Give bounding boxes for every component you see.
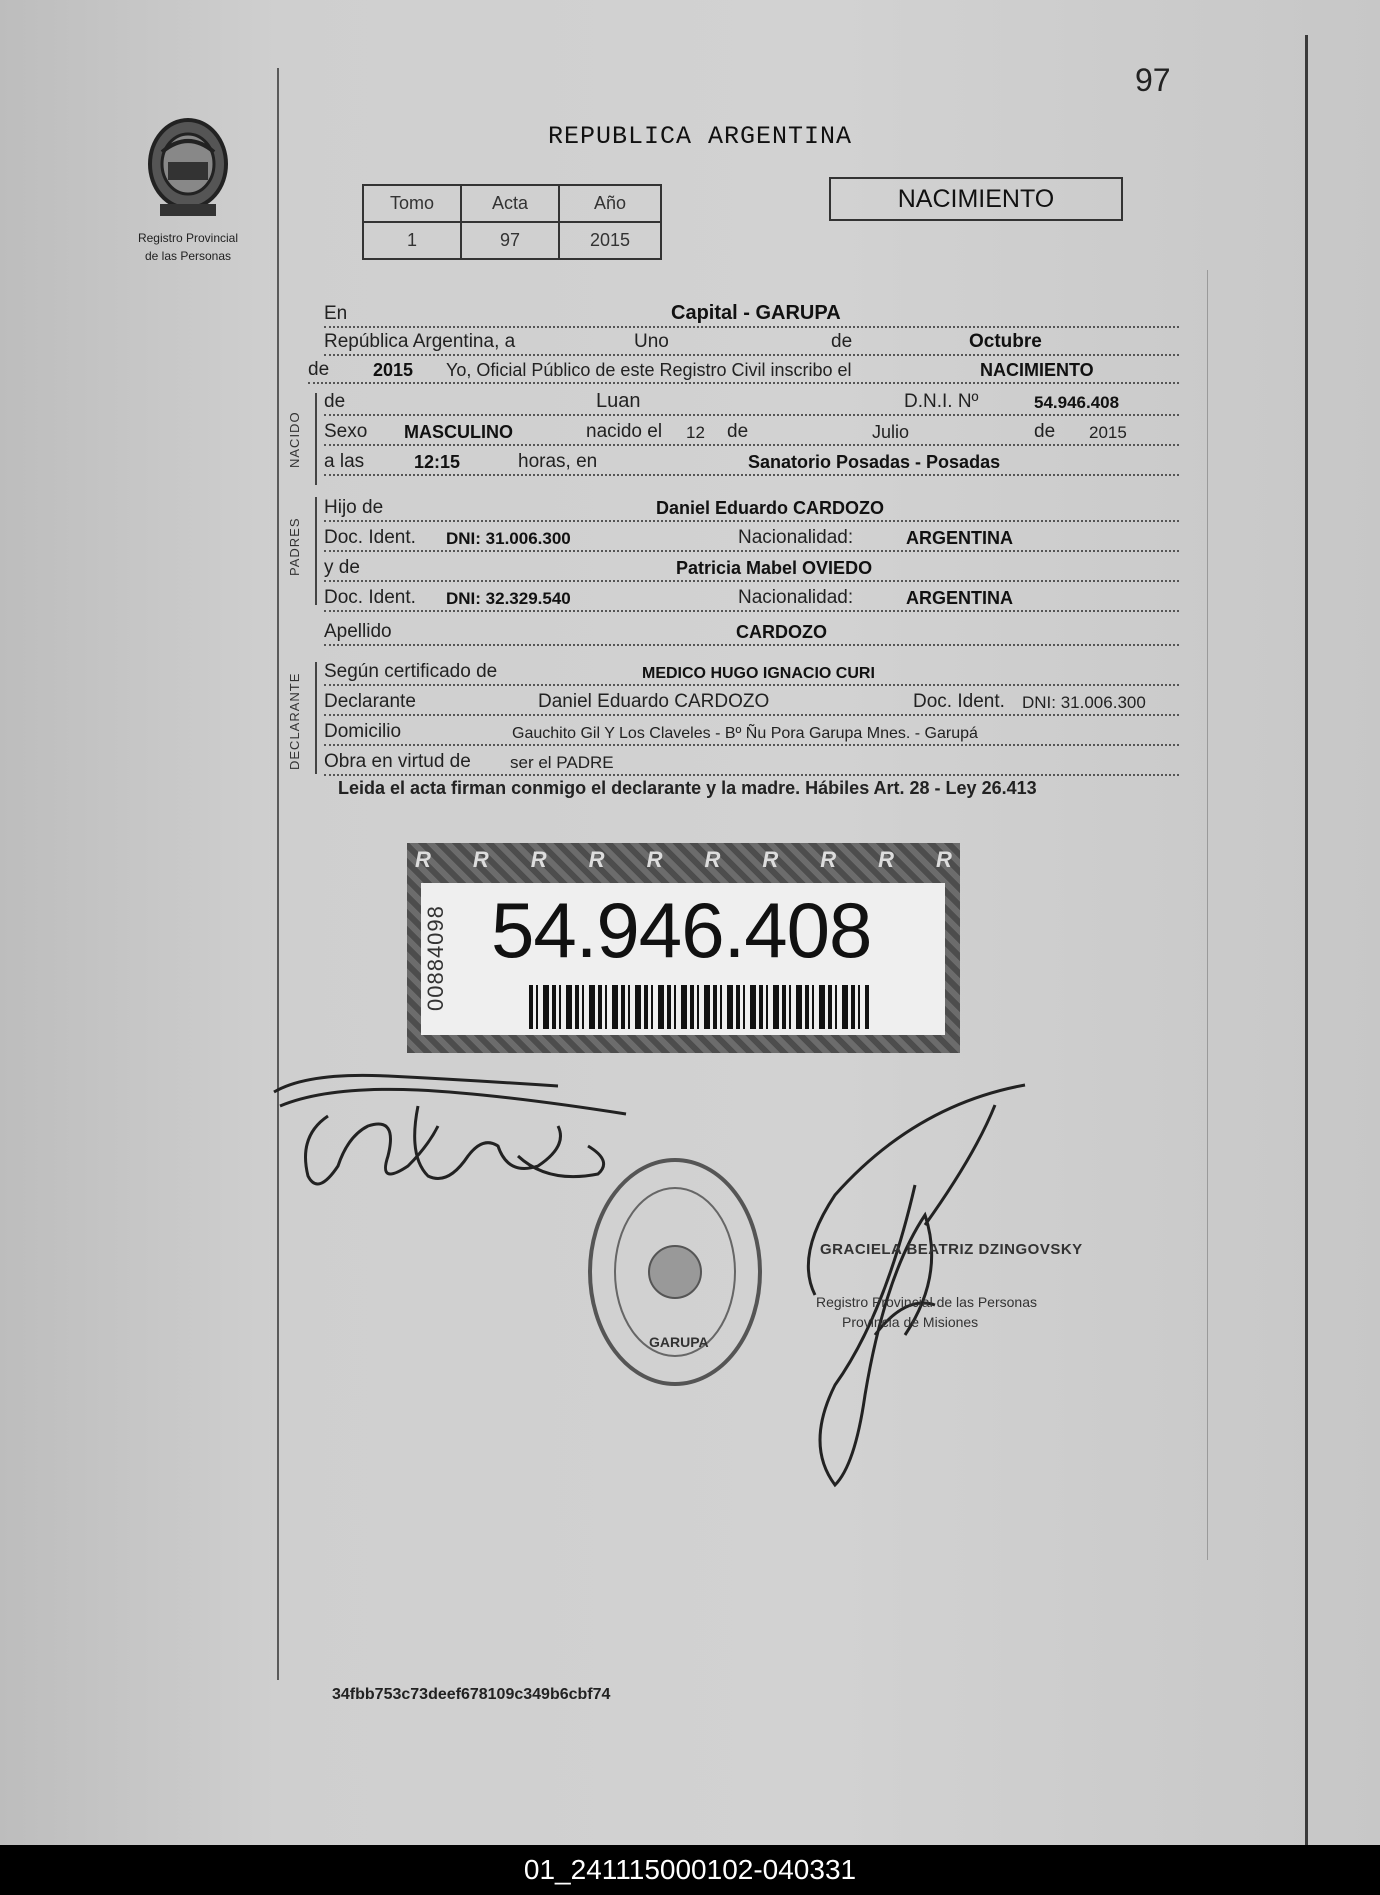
label-obra: Obra en virtud de xyxy=(324,751,471,772)
record-type-box: NACIMIENTO xyxy=(829,177,1123,221)
value-tomo: 1 xyxy=(363,222,461,259)
sticker-letter: R xyxy=(936,847,952,872)
label-horas-en: horas, en xyxy=(518,451,598,472)
value-madre-doc: DNI: 32.329.540 xyxy=(446,589,571,608)
nacido-section-bar xyxy=(315,393,317,485)
row-padre xyxy=(324,494,1179,522)
value-madre: Patricia Mabel OVIEDO xyxy=(676,558,873,578)
coat-of-arms-icon xyxy=(140,112,236,222)
label-madre-nac: Nacionalidad: xyxy=(738,587,854,608)
header-tomo: Tomo xyxy=(363,185,461,222)
row-apellido xyxy=(324,618,1179,646)
label-en: En xyxy=(324,303,348,324)
value-hora: 12:15 xyxy=(414,452,461,472)
register-table xyxy=(362,184,662,260)
padres-section-bar xyxy=(315,497,317,605)
label-domicilio: Domicilio xyxy=(324,721,402,742)
label-certificado: Según certificado de xyxy=(324,661,498,682)
sticker-label xyxy=(421,883,945,1035)
document-title: REPUBLICA ARGENTINA xyxy=(548,122,853,151)
row-domicilio xyxy=(324,718,1179,746)
file-id-footer: 01_241115000102-040331 xyxy=(0,1845,1380,1895)
official-province: Provincia de Misiones xyxy=(842,1314,979,1330)
row-republica xyxy=(324,328,1179,356)
value-decl-doc: DNI: 31.006.300 xyxy=(1022,693,1146,712)
document-hash: 34fbb753c73deef678109c349b6cbf74 xyxy=(332,1686,611,1703)
official-signature xyxy=(795,1075,1055,1495)
label-apellido: Apellido xyxy=(324,621,392,642)
label-inscribo: Yo, Oficial Público de este Registro Civil inscribo el xyxy=(446,360,852,380)
declarante-section-bar xyxy=(315,662,317,774)
label-de-mes: de xyxy=(831,331,853,352)
value-obra: ser el PADRE xyxy=(510,753,614,772)
value-certificado: MEDICO HUGO IGNACIO CURI xyxy=(642,665,875,682)
sticker-number: 54.946.408 xyxy=(491,886,872,974)
value-madre-nac: ARGENTINA xyxy=(906,588,1013,608)
official-name: GRACIELA BEATRIZ DZINGOVSKY xyxy=(820,1241,1083,1258)
row-madre-doc xyxy=(324,584,1179,612)
sticker-letter: R xyxy=(820,847,837,872)
value-en: Capital - GARUPA xyxy=(671,302,841,324)
value-declarante: Daniel Eduardo CARDOZO xyxy=(538,691,770,712)
declarant-signature xyxy=(268,1066,628,1206)
value-anio-inscripcion: 2015 xyxy=(373,360,414,380)
row-inscribo xyxy=(308,356,1179,384)
value-padre: Daniel Eduardo CARDOZO xyxy=(656,498,885,518)
round-stamp xyxy=(585,1152,765,1392)
value-nacido-anio: 2015 xyxy=(1089,423,1127,442)
label-de-nacido-anio: de xyxy=(1034,421,1056,442)
label-decl-doc: Doc. Ident. xyxy=(913,691,1005,712)
label-declarante: Declarante xyxy=(324,691,416,712)
row-sexo xyxy=(324,418,1179,446)
label-dni: D.N.I. Nº xyxy=(904,391,979,412)
sticker-pattern xyxy=(407,847,960,875)
value-mes: Octubre xyxy=(969,331,1042,352)
label-de-anio: de xyxy=(308,359,330,380)
row-madre xyxy=(324,554,1179,582)
label-padre-doc: Doc. Ident. xyxy=(324,527,416,548)
left-margin-line xyxy=(277,68,279,1680)
sticker-letter: R xyxy=(762,847,779,872)
provincial-seal xyxy=(118,112,258,272)
value-padre-nac: ARGENTINA xyxy=(906,528,1013,548)
row-certificado xyxy=(324,658,1179,686)
label-hijo-de: Hijo de xyxy=(324,497,384,518)
value-dni: 54.946.408 xyxy=(1034,393,1120,412)
value-inscribo: NACIMIENTO xyxy=(980,360,1094,380)
label-sexo: Sexo xyxy=(324,421,368,442)
round-stamp-place: GARUPA xyxy=(649,1334,709,1350)
label-republica: República Argentina, a xyxy=(324,331,516,352)
label-de-nacido-mes: de xyxy=(727,421,749,442)
value-acta: 97 xyxy=(461,222,559,259)
seal-caption-2: de las Personas xyxy=(144,249,232,263)
label-nacido-el: nacido el xyxy=(586,421,663,442)
value-nombre: Luan xyxy=(596,390,641,412)
label-y-de: y de xyxy=(324,557,360,578)
row-hora xyxy=(324,448,1179,476)
row-declarante xyxy=(324,688,1179,716)
closing-statement: Leida el acta firman conmigo el declarante y la madre. Hábiles Art. 28 - Ley 26.413 xyxy=(338,778,1037,798)
label-padre-nac: Nacionalidad: xyxy=(738,527,854,548)
right-edge-line xyxy=(1305,35,1308,1845)
registration-sticker xyxy=(407,843,960,1053)
seal-caption-1: Registro Provincial xyxy=(137,231,239,245)
official-office: Registro Provincial de las Personas xyxy=(816,1294,1037,1310)
inner-right-line xyxy=(1207,270,1208,1560)
nacido-section-label: NACIDO xyxy=(287,411,302,468)
row-en xyxy=(324,300,1179,328)
value-apellido: CARDOZO xyxy=(736,622,827,642)
sticker-letter: R xyxy=(704,847,721,872)
sticker-letter: R xyxy=(878,847,895,872)
label-de-nombre: de xyxy=(324,391,346,412)
sticker-letter: R xyxy=(415,847,431,872)
page-number: 97 xyxy=(1135,62,1171,98)
value-lugar: Sanatorio Posadas - Posadas xyxy=(748,452,1001,472)
label-madre-doc: Doc. Ident. xyxy=(324,587,416,608)
row-padre-doc xyxy=(324,524,1179,552)
value-anio: 2015 xyxy=(559,222,661,259)
value-padre-doc: DNI: 31.006.300 xyxy=(446,529,571,548)
official-seal-icon xyxy=(585,1152,765,1392)
sticker-serial: 00884098 xyxy=(423,905,448,1011)
row-obra xyxy=(324,748,1179,776)
row-nombre xyxy=(324,388,1179,416)
sticker-letter: R xyxy=(530,847,547,872)
value-dia: Uno xyxy=(634,331,669,352)
barcode xyxy=(529,985,869,1029)
label-a-las: a las xyxy=(324,451,365,472)
header-acta: Acta xyxy=(461,185,559,222)
header-anio: Año xyxy=(559,185,661,222)
value-domicilio: Gauchito Gil Y Los Claveles - Bº Ñu Pora Garupa Mnes. - Garupá xyxy=(512,725,978,742)
padres-section-label: PADRES xyxy=(287,517,302,576)
value-nacido-dia: 12 xyxy=(686,423,705,442)
sticker-letter: R xyxy=(588,847,605,872)
declarante-section-label: DECLARANTE xyxy=(287,672,302,770)
value-nacido-mes: Julio xyxy=(872,422,910,442)
value-sexo: MASCULINO xyxy=(404,422,513,442)
sticker-letter: R xyxy=(472,847,489,872)
sticker-letter: R xyxy=(646,847,663,872)
